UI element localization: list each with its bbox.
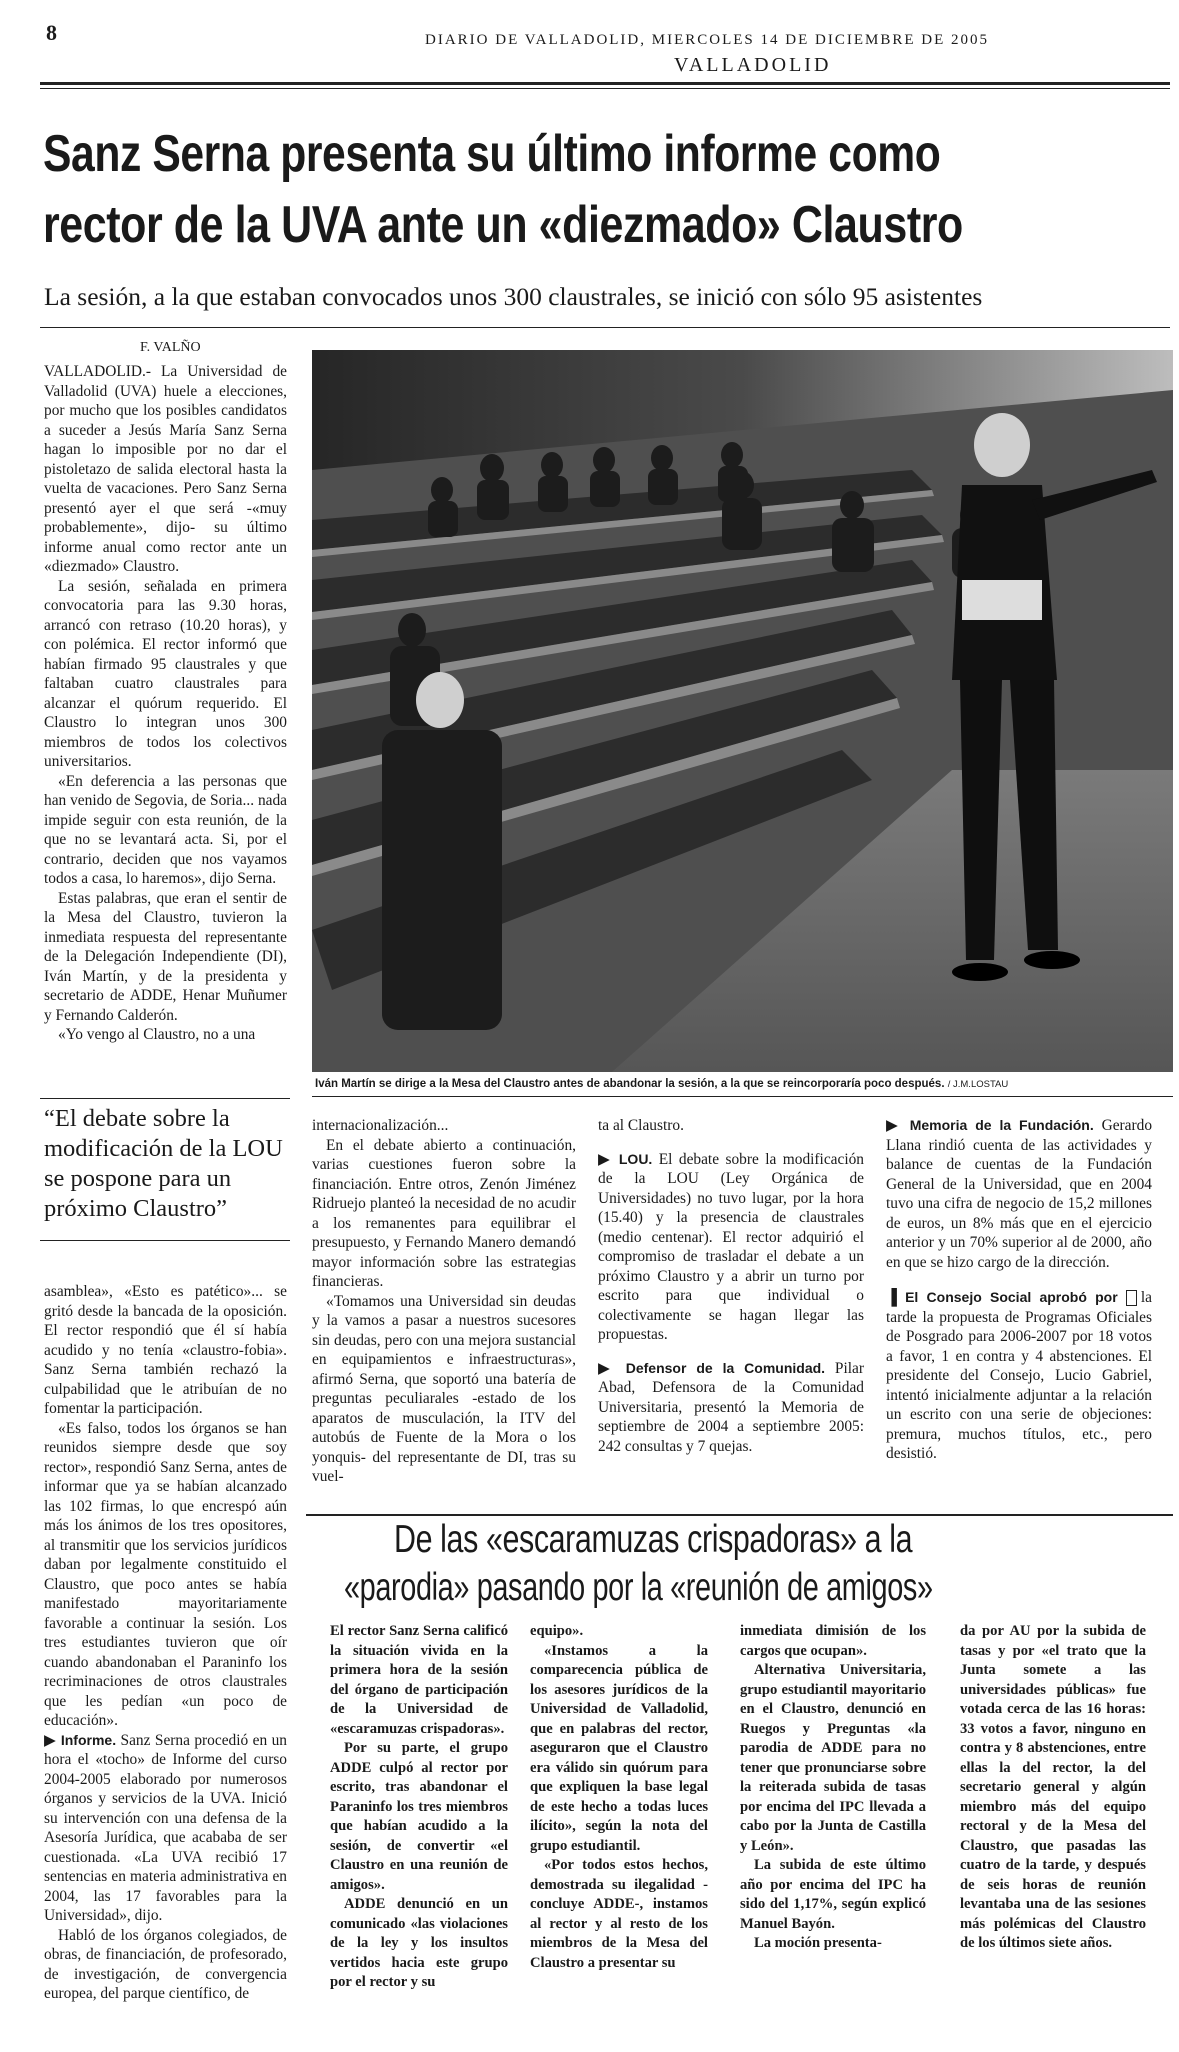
paragraph: asamblea», «Esto es patético»... se gritó desde la bancada de la oposición. El rector respondió que él sí había acudido y no tenía «claustro-fobia». Sanz Serna también rechazó la culpabilidad que le atribuían de no fomentar la participación. bbox=[44, 1283, 287, 1417]
byline: F. VALÑO bbox=[140, 340, 201, 355]
paragraph: El rector Sanz Serna calificó la situación vivida en la primera hora de la sesión del órgano de participación de la Universidad de «escaramuzas crispadoras». bbox=[330, 1623, 508, 1737]
article-column-2 bbox=[312, 1116, 576, 1511]
paragraph: Habló de los órganos colegiados, de obras, de financiación, de profesorado, de investigación, de convergencia europea, del parque científico, de bbox=[44, 1926, 287, 2002]
article-column-1-top bbox=[44, 362, 287, 1067]
caption-rule bbox=[312, 1096, 1173, 1097]
subhead-rule bbox=[40, 327, 1170, 328]
box-headline-line2: «parodia» pasando por la «reunión de amigos» bbox=[344, 1566, 933, 1609]
paragraph: ta al Claustro. bbox=[598, 1117, 684, 1134]
box-column-2 bbox=[530, 1622, 708, 2047]
paragraph: «Tomamos una Universidad sin deudas y la vamos a pasar a nuestros sucesores sin deudas, pero con una mejora sustancial en equipamientos e infraestructuras», afirmó Serna, que soportó una batería de preguntas peculiarales -estado de los aparatos de musculación, la ITV del autobús de Fuente de la Mora o los yonquis- del representante de DI, tras su vuel- bbox=[312, 1292, 576, 1485]
headline-line1: Sanz Serna presenta su último informe como bbox=[43, 125, 941, 183]
consejo-text: la tarde la propuesta de Programas Oficiales de Posgrado para 2006-2007 por 18 votos a favor, 1 en contra y 4 abstenciones. El presidente del Consejo, Lucio Gabriel, intentó inicialmente adjuntar a la relación un escrito con una serie de objeciones: premura, muchos títulos, etc., pero desistió. bbox=[886, 1289, 1152, 1462]
masthead: DIARIO DE VALLADOLID, MIERCOLES 14 DE DICIEMBRE DE 2005 bbox=[425, 32, 990, 48]
pull-quote: “El debate sobre la modificación de la LOU se pospone para un próximo Claustro” bbox=[44, 1105, 283, 1222]
pullquote-rule-top bbox=[40, 1098, 290, 1099]
article-column-4 bbox=[886, 1116, 1152, 1511]
paragraph: La subida de este último año por encima del IPC ha sido del 1,17%, según explicó Manuel Bayón. bbox=[740, 1857, 926, 1932]
pullquote-rule-bottom bbox=[40, 1240, 290, 1241]
lou-paragraph: ▶ LOU. El debate sobre la modificación de la LOU (Ley Orgánica de Universidades) no tuvo lugar, por la hora (15.40) y la presencia de claustrales (medio centenar). El rector adquirió el compromiso de trasladar el debate a un próximo Claustro y a abrir un turno por escrito para que individual o colectivamente se hagan llegar las propuestas. bbox=[598, 1150, 864, 1343]
paragraph: Estas palabras, que eran el sentir de la Mesa del Claustro, tuvieron la inmediata respuesta del representante de la Delegación Independiente (DI), Iván Martín, y de la presidenta y secretario de ADDE, Henar Muñumer y Fernando Calderón. bbox=[44, 889, 287, 1024]
paragraph: «Yo vengo al Claustro, no a una bbox=[58, 1026, 256, 1043]
photo bbox=[312, 350, 1173, 1072]
consejo-lead: El Consejo Social aprobó por bbox=[905, 1289, 1118, 1305]
paragraph: La sesión, señalada en primera convocatoria para las 9.30 horas, arrancó con retraso (10.20 horas), y con polémica. El rector informó que habían firmado 95 claustrales y que faltaban cuatro claustrales para alcanzar el quórum requerido. El Claustro lo integran unos 300 miembros de todos los colectivos universitarios. bbox=[44, 577, 287, 770]
headline-line2: rector de la UVA ante un «diezmado» Claustro bbox=[43, 196, 963, 254]
paragraph: En el debate abierto a continuación, varias cuestiones fueron sobre la financiación. Entre otros, Zenón Jiménez Ridruejo planteó la necesidad de no acudir a los remanentes para equilibrar el presupuesto, y Fernando Manero demandó mayor información sobre las estrategias financieras. bbox=[312, 1136, 576, 1290]
paragraph: La moción presenta- bbox=[754, 1935, 882, 1951]
box-column-1 bbox=[330, 1622, 508, 2047]
defensor-lead: Defensor de la Comunidad. bbox=[625, 1359, 826, 1376]
defensor-paragraph: ▶ Defensor de la Comunidad. Pilar Abad, Defensora de la Comunidad Universitaria, presentó la Memoria de septiembre de 2004 a septiembre 2005: 242 consultas y 7 quejas. bbox=[598, 1359, 864, 1455]
paragraph: equipo». bbox=[530, 1623, 584, 1639]
memoria-lead: Memoria de la Fundación. bbox=[909, 1117, 1094, 1133]
informe-lead: Informe. bbox=[60, 1731, 117, 1748]
lou-lead: LOU. bbox=[618, 1150, 653, 1167]
auditorium-photo-illustration bbox=[312, 350, 1173, 1072]
paragraph: «En deferencia a las personas que han venido de Segovia, de Soria... nada impide seguir con esta reunión, de la que no se levantará acta. Si, por el contrario, deciden que nos vayamos todos a casa, lo haremos», dijo Serna. bbox=[44, 772, 287, 887]
paragraph: ADDE denunció en un comunicado «las violaciones de la ley y los insultos vertidos hacia este grupo por el rector y su bbox=[330, 1896, 508, 1990]
caption-text: Iván Martín se dirige a la Mesa del Claustro antes de abandonar la sesión, a la que se reincorporaría poco después. bbox=[315, 1078, 945, 1090]
paragraph: «Instamos a la comparecencia pública de los asesores jurídicos de la Universidad de Valladolid, que en palabras del rector, aseguraron que el Claustro era válido sin quórum para que expliquen la base legal de este hecho a todas luces ilícito», según la nota del grupo estudiantil. bbox=[530, 1642, 708, 1854]
photo-credit: / J.M.LOSTAU bbox=[947, 1079, 1009, 1090]
paragraph: inmediata dimisión de los cargos que ocupan». bbox=[740, 1623, 926, 1659]
consejo-paragraph: ▐ El Consejo Social aprobó por la tarde la propuesta de Programas Oficiales de Posgrado para 2006-2007 por 18 votos a favor, 1 en contra y 4 abstenciones. El presidente del Consejo, Lucio Gabriel, intentó inicialmente adjuntar a la relación un escrito con una serie de objeciones: premura, muchos títulos, etc., pero desistió. bbox=[886, 1289, 1152, 1462]
paragraph: VALLADOLID.- La Universidad de Valladolid (UVA) huele a elecciones, por mucho que los posibles candidatos a suceder a Jesús María Sanz Serna hagan lo imposible por no dar el pistoletazo de salida electoral hasta la vuelta de vacaciones. Pero Sanz Serna presentó ayer el que será -«muy probablemente», dijo- su último informe anual como rector ante un «diezmado» Claustro. bbox=[44, 363, 287, 575]
header-rule bbox=[40, 82, 1170, 85]
section-title: VALLADOLID bbox=[674, 54, 832, 76]
box-column-4 bbox=[960, 1622, 1146, 2047]
header-rule-thin bbox=[40, 88, 1170, 89]
box-column-3 bbox=[740, 1622, 926, 2047]
paragraph: internacionalización... bbox=[312, 1117, 449, 1134]
box-rule-top bbox=[306, 1514, 1173, 1516]
lou-text: El debate sobre la modificación de la LOU (Ley Orgánica de Universidades) no tuvo lugar, por la hora (15.40) y la presencia de claustrales (medio centenar). El rector adquirió el compromiso de trasladar el debate a un próximo Claustro y a abrir un turno por escrito para que individual o colectivamente se hagan llegar las propuestas. bbox=[598, 1150, 864, 1343]
defensor-text: Pilar Abad, Defensora de la Comunidad Universitaria, presentó la Memoria de septiembre de 2004 a septiembre 2005: 242 consultas y 7 quejas. bbox=[598, 1359, 864, 1455]
page-number: 8 bbox=[46, 20, 57, 45]
photo-caption bbox=[315, 1078, 1175, 1090]
paragraph: da por AU por la subida de tasas y por «el trato que la Junta somete a las universidades públicas» fue votada cerca de las 16 horas: 33 votos a favor, ninguno en contra y 8 abstenciones, entre ellas la del rector, la del secretario general y algún miembro más del equipo rectoral y de la Mesa del Claustro, que pasadas las cuatro de la tarde, y después de seis horas de reunión levantaba una de las sesiones más polémicas del Claustro de los últimos siete años. bbox=[960, 1623, 1146, 1951]
article-column-1-bottom bbox=[44, 1282, 287, 2046]
informe-text: Sanz Serna procedió en un hora el «tocho» de Informe del curso 2004-2005 elaborado por numerosos órganos y servicios de la UVA. Inició su intervención con una defensa de la Asesoría Jurídica, que acababa de ser cuestionada. «La UVA recibió 17 sentencias en materia administrativa en 2004, las 17 favorables para la Universidad», dijo. bbox=[44, 1731, 287, 1924]
paragraph: «Por todos estos hechos, demostrada su ilegalidad -concluye ADDE-, instamos al rector y al resto de los miembros de la Mesa del Claustro a presentar su bbox=[530, 1857, 708, 1971]
article-column-3 bbox=[598, 1116, 864, 1511]
informe-paragraph: ▶ Informe. Sanz Serna procedió en un hora el «tocho» de Informe del curso 2004-2005 elaborado por numerosos órganos y servicios de la UVA. Inició su intervención con una defensa de la Asesoría Jurídica, que acababa de ser cuestionada. «La UVA recibió 17 sentencias en materia administrativa en 2004, las 17 favorables para la Universidad», dijo. bbox=[44, 1731, 287, 1924]
paragraph: Alternativa Universitaria, grupo estudiantil mayoritario en el Claustro, denunció en Ruegos y Preguntas «la parodia de ADDE para no tener que pronunciarse sobre la reiterada subida de tasas por encima del IPC llevada a cabo por la Junta de Castilla y León». bbox=[740, 1662, 926, 1854]
subhead: La sesión, a la que estaban convocados unos 300 claustrales, se inició con sólo 95 asistentes bbox=[44, 282, 983, 311]
memoria-paragraph: ▶ Memoria de la Fundación. Gerardo Llana rindió cuenta de las actividades y balance de cuentas de la Fundación General de la Universidad, que en 2004 tuvo una cifra de negocio de 15,2 millones de euros, un 8% más que en el ejercicio anterior y un 70% superior al de 2000, año en que se hizo cargo de la dirección. bbox=[886, 1117, 1152, 1271]
square-icon bbox=[1126, 1290, 1137, 1306]
paragraph: «Es falso, todos los órganos se han reunidos siempre desde que soy rector», respondió Sanz Serna, antes de informar que ya se habían alcanzado las 102 firmas, lo que encrespó aún más los ánimos de los tres opositores, al transmitir que los servicios jurídicos daban por legalmente constituido el Claustro, que poco antes se había manifestado mayoritariamente favorable a continuar la sesión. Los tres estudiantes tuvieron que oír cuando abandonaban el Paraninfo los recriminaciones de otros claustrales que les pedían «un poco de educación». bbox=[44, 1419, 287, 1729]
box-headline-line1: De las «escaramuzas crispadoras» a la bbox=[394, 1518, 913, 1561]
memoria-text: Gerardo Llana rindió cuenta de las actividades y balance de cuentas de la Fundación General de la Universidad, que en 2004 tuvo una cifra de negocio de 15,2 millones de euros, un 8% más que en el ejercicio anterior y un 70% superior al de 2000, año en que se hizo cargo de la dirección. bbox=[886, 1117, 1152, 1271]
paragraph: Por su parte, el grupo ADDE culpó al rector por escrito, tras abandonar el Paraninfo los tres miembros que habían acudido a la sesión, de convertir «el Claustro en una reunión de amigos». bbox=[330, 1740, 508, 1893]
